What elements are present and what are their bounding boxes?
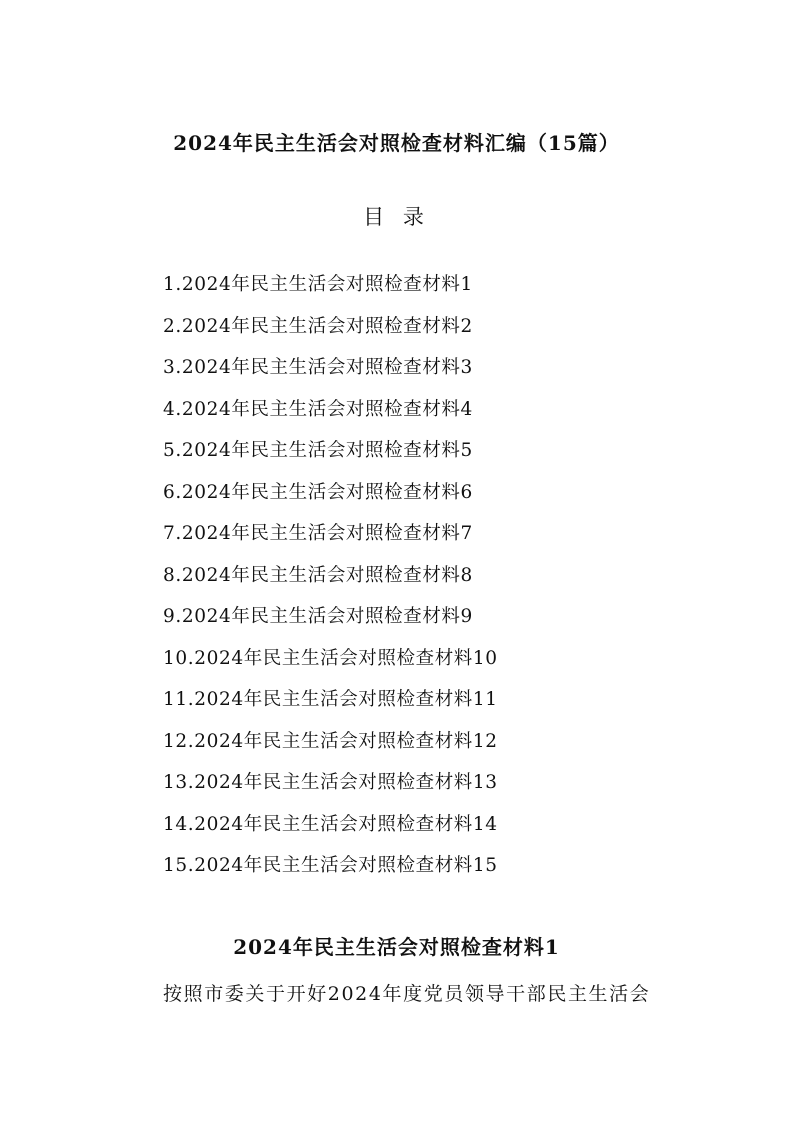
table-of-contents [163, 271, 498, 894]
toc-item-3[interactable]: 3.2024年民主生活会对照检查材料3 [163, 357, 473, 378]
toc-item-7[interactable]: 7.2024年民主生活会对照检查材料7 [163, 523, 473, 544]
toc-item-4[interactable]: 4.2024年民主生活会对照检查材料4 [163, 398, 473, 420]
toc-item-2[interactable]: 2.2024年民主生活会对照检查材料2 [163, 315, 473, 337]
toc-item-8[interactable]: 8.2024年民主生活会对照检查材料8 [163, 564, 473, 586]
toc-heading: 目 录 [363, 205, 430, 229]
body-paragraph: 按照市委关于开好2024年度党员领导干部民主生活会 [163, 983, 651, 1005]
toc-item-10[interactable]: 10.2024年民主生活会对照检查材料10 [163, 647, 498, 669]
toc-item-1[interactable]: 1.2024年民主生活会对照检查材料1 [163, 274, 473, 295]
toc-item-9[interactable]: 9.2024年民主生活会对照检查材料9 [163, 606, 473, 627]
document-title: 2024年民主生活会对照检查材料汇编（15篇） [173, 131, 620, 155]
toc-item-6[interactable]: 6.2024年民主生活会对照检查材料6 [163, 481, 473, 503]
toc-item-14[interactable]: 14.2024年民主生活会对照检查材料14 [163, 813, 498, 835]
toc-item-15[interactable]: 15.2024年民主生活会对照检查材料15 [163, 855, 498, 876]
section-title: 2024年民主生活会对照检查材料1 [233, 935, 560, 959]
toc-item-11[interactable]: 11.2024年民主生活会对照检查材料11 [163, 689, 498, 710]
toc-item-5[interactable]: 5.2024年民主生活会对照检查材料5 [163, 440, 473, 461]
toc-item-13[interactable]: 13.2024年民主生活会对照检查材料13 [163, 772, 498, 793]
toc-item-12[interactable]: 12.2024年民主生活会对照检查材料12 [163, 730, 498, 752]
